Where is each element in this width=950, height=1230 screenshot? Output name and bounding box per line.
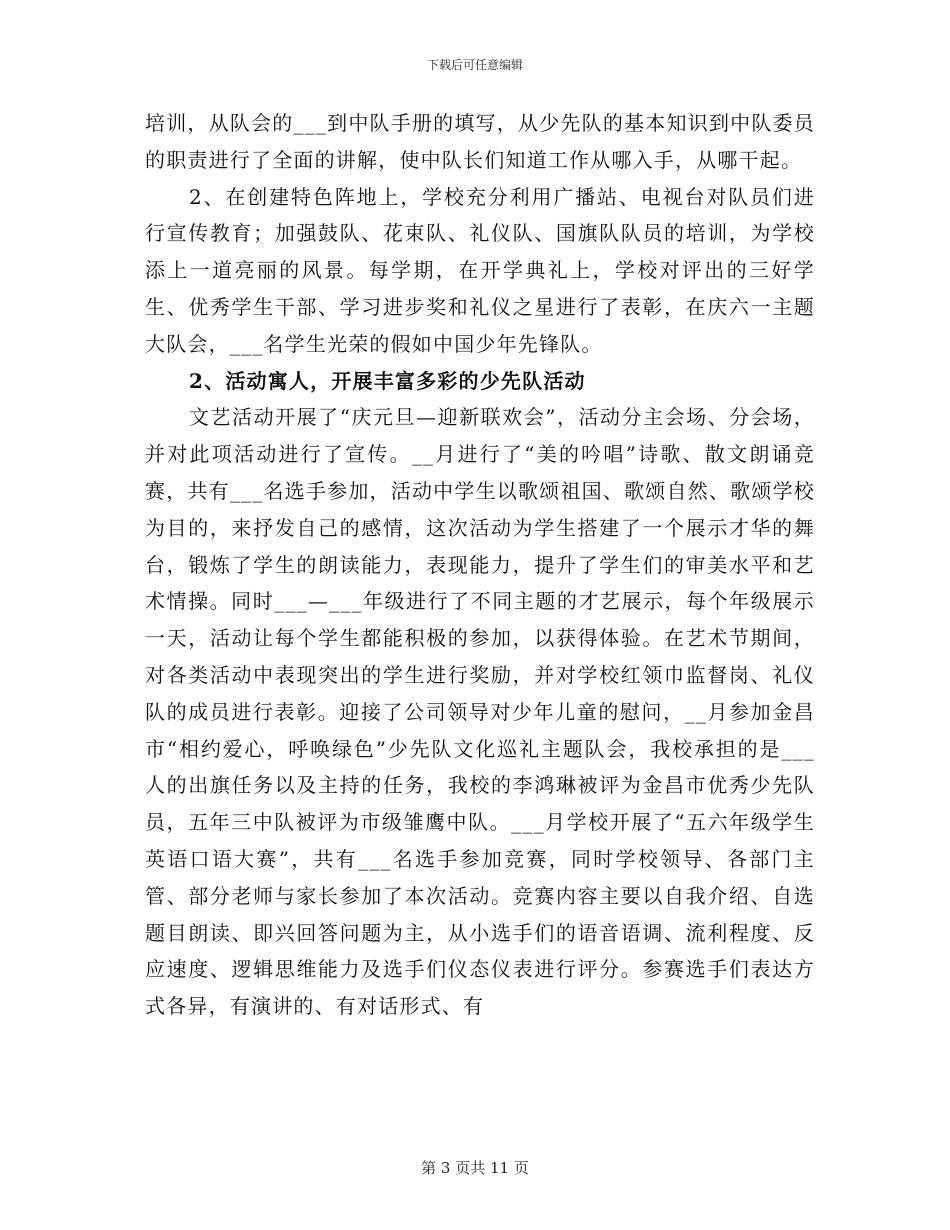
paragraph-2-activity-positions: 2、在创建特色阵地上，学校充分利用广播站、电视台对队员们进行宣传教育；加强鼓队、花束队、礼仪队、国旗队队员的培训，为学校添上一道亮丽的风景。每学期，在开学典礼上，学校对评出的三好学生、优秀学生干部、学习进步奖和礼仪之星进行了表彰，在庆六一主题大队会，___名学生光荣的假如中国少年先锋队。 — [145, 184, 815, 356]
page-footer: 第 3 页共 11 页 — [421, 1159, 529, 1177]
paragraph-arts-activities: 文艺活动开展了“庆元旦—迎新联欢会”，活动分主会场、分会场，并对此项活动进行了宣传。__月进行了“美的吟唱”诗歌、散文朗诵竞赛，共有___名选手参加，活动中学生以歌颂祖国、歌颂自然、歌颂学校为目的，来抒发自己的感情，这次活动为学生搭建了一个展示才华的舞台，锻炼了学生的朗读能力，表现能力，提升了学生们的审美水平和艺术情操。同时___—___年级进行了不同主题的才艺展示，每个年级展示一天，活动让每个学生都能积极的参加，以获得体验。在艺术节期间，对各类活动中表现突出的学生进行奖励，并对学校红领巾监督岗、礼仪队的成员进行表彰。迎接了公司领导对少年儿童的慰问，__月参加金昌市“相约爱心，呼唤绿色”少先队文化巡礼主题队会，我校承担的是___人的出旗任务以及主持的任务，我校的李鸿琳被评为金昌市优秀少先队员，五年三中队被评为市级雏鹰中队。___月学校开展了“五六年级学生英语口语大赛”，共有___名选手参加竞赛，同时学校领导、各部门主管、部分老师与家长参加了本次活动。竞赛内容主要以自我介绍、自选题目朗读、即兴回答问题为主，从小选手们的语音语调、流利程度、反应速度、逻辑思维能力及选手们仪态仪表进行评分。参赛选手们表达方式各异，有演讲的、有对话形式、有 — [145, 405, 815, 1019]
paragraph-continued: 培训，从队会的___到中队手册的填写，从少先队的基本知识到中队委员的职责进行了全面的讲解，使中队长们知道工作从哪入手，从哪干起。 — [145, 111, 815, 172]
section-heading: 2、活动寓人，开展丰富多彩的少先队活动 — [189, 368, 586, 393]
document-body — [145, 105, 815, 1025]
page-header: 下载后可任意编辑 — [426, 58, 523, 72]
